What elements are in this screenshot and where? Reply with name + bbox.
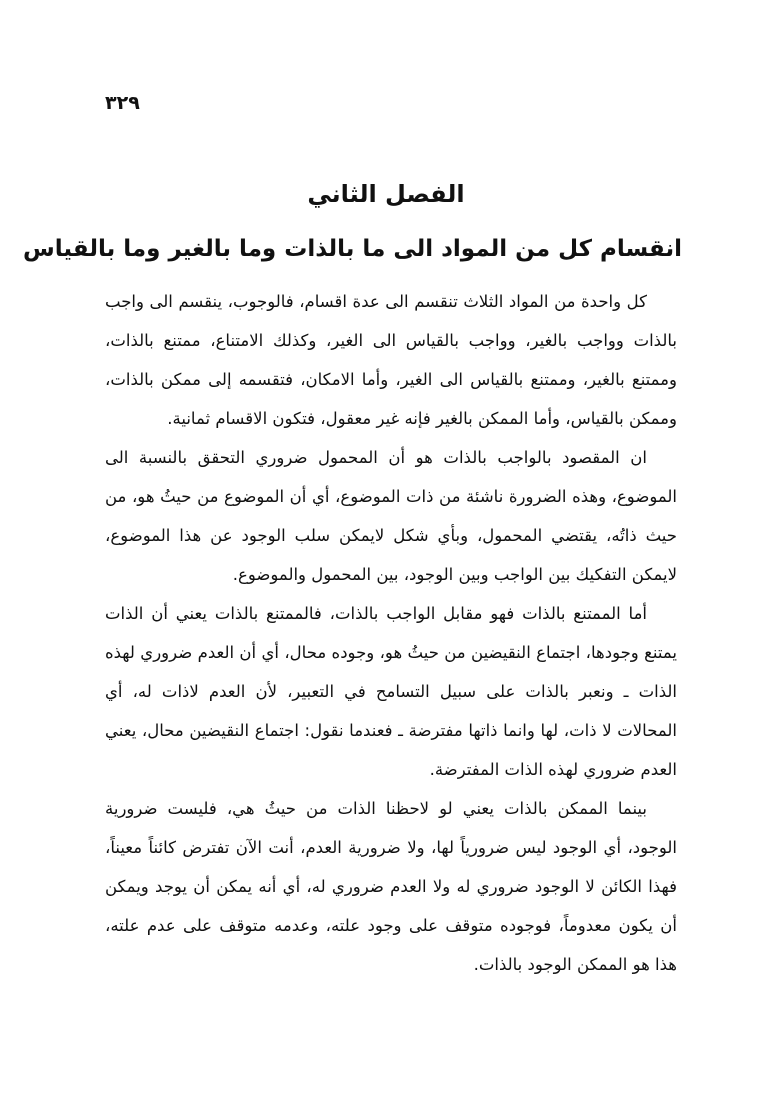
paragraph-4: بينما الممكن بالذات يعني لو لاحظنا الذات من حيثُ هي، فليست ضرورية الوجود، أي الوجود ليس ضرورياً لها، ولا ضرورية العدم، أنت الآن تفترض كائناً معيناً، فهذا الكائن لا الوجود ضروري له ولا العدم ضروري له، أي أنه يمكن أن يوجد ويمكن أن يكون معدوماً، فوجوده متوقف على وجود علته، وعدمه متوقف على عدم علته، هذا هو الممكن الوجود بالذات. xyxy=(105,799,677,974)
page-number: ٣٢٩ xyxy=(105,92,140,114)
chapter-title: الفصل الثاني xyxy=(307,180,465,208)
paragraph-1: كل واحدة من المواد الثلاث تنقسم الى عدة اقسام، فالوجوب، ينقسم الى واجب بالذات وواجب بالغير، وواجب بالقياس الى الغير، وكذلك الامتناع، ممتنع بالذات، وممتنع بالغير، وممتنع بالقياس الى الغير، وأما الامكان، فتقسمه إلى ممكن بالذات، وممكن بالقياس، وأما الممكن بالغير فإنه غير معقول، فتكون الاقسام ثمانية. xyxy=(105,292,677,428)
body-text xyxy=(105,282,677,984)
section-title: انقسام كل من المواد الى ما بالذات وما بالغير وما بالقياس xyxy=(23,236,682,262)
paragraph-2: ان المقصود بالواجب بالذات هو أن المحمول ضروري التحقق بالنسبة الى الموضوع، وهذه الضرورة ناشئة من ذات الموضوع، أي أن الموضوع من حيثُ هو، من حيث ذاتُه، يقتضي المحمول، وبأي شكل لايمكن سلب الوجود عن هذا الموضوع، لايمكن التفكيك بين الواجب وبين الوجود، بين المحمول والموضوع. xyxy=(105,448,677,584)
paragraph-3: أما الممتنع بالذات فهو مقابل الواجب بالذات، فالممتنع بالذات يعني أن الذات يمتنع وجودها، اجتماع النقيضين من حيثُ هو، وجوده محال، أي أن العدم ضروري لهذه الذات ـ ونعبر بالذات على سبيل التسامح في التعبير، لأن العدم لاذات له، أي المحالات لا ذات، لها وانما ذاتها مفترضة ـ فعندما نقول: اجتماع النقيضين محال، يعني العدم ضروري لهذه الذات المفترضة. xyxy=(105,604,677,779)
